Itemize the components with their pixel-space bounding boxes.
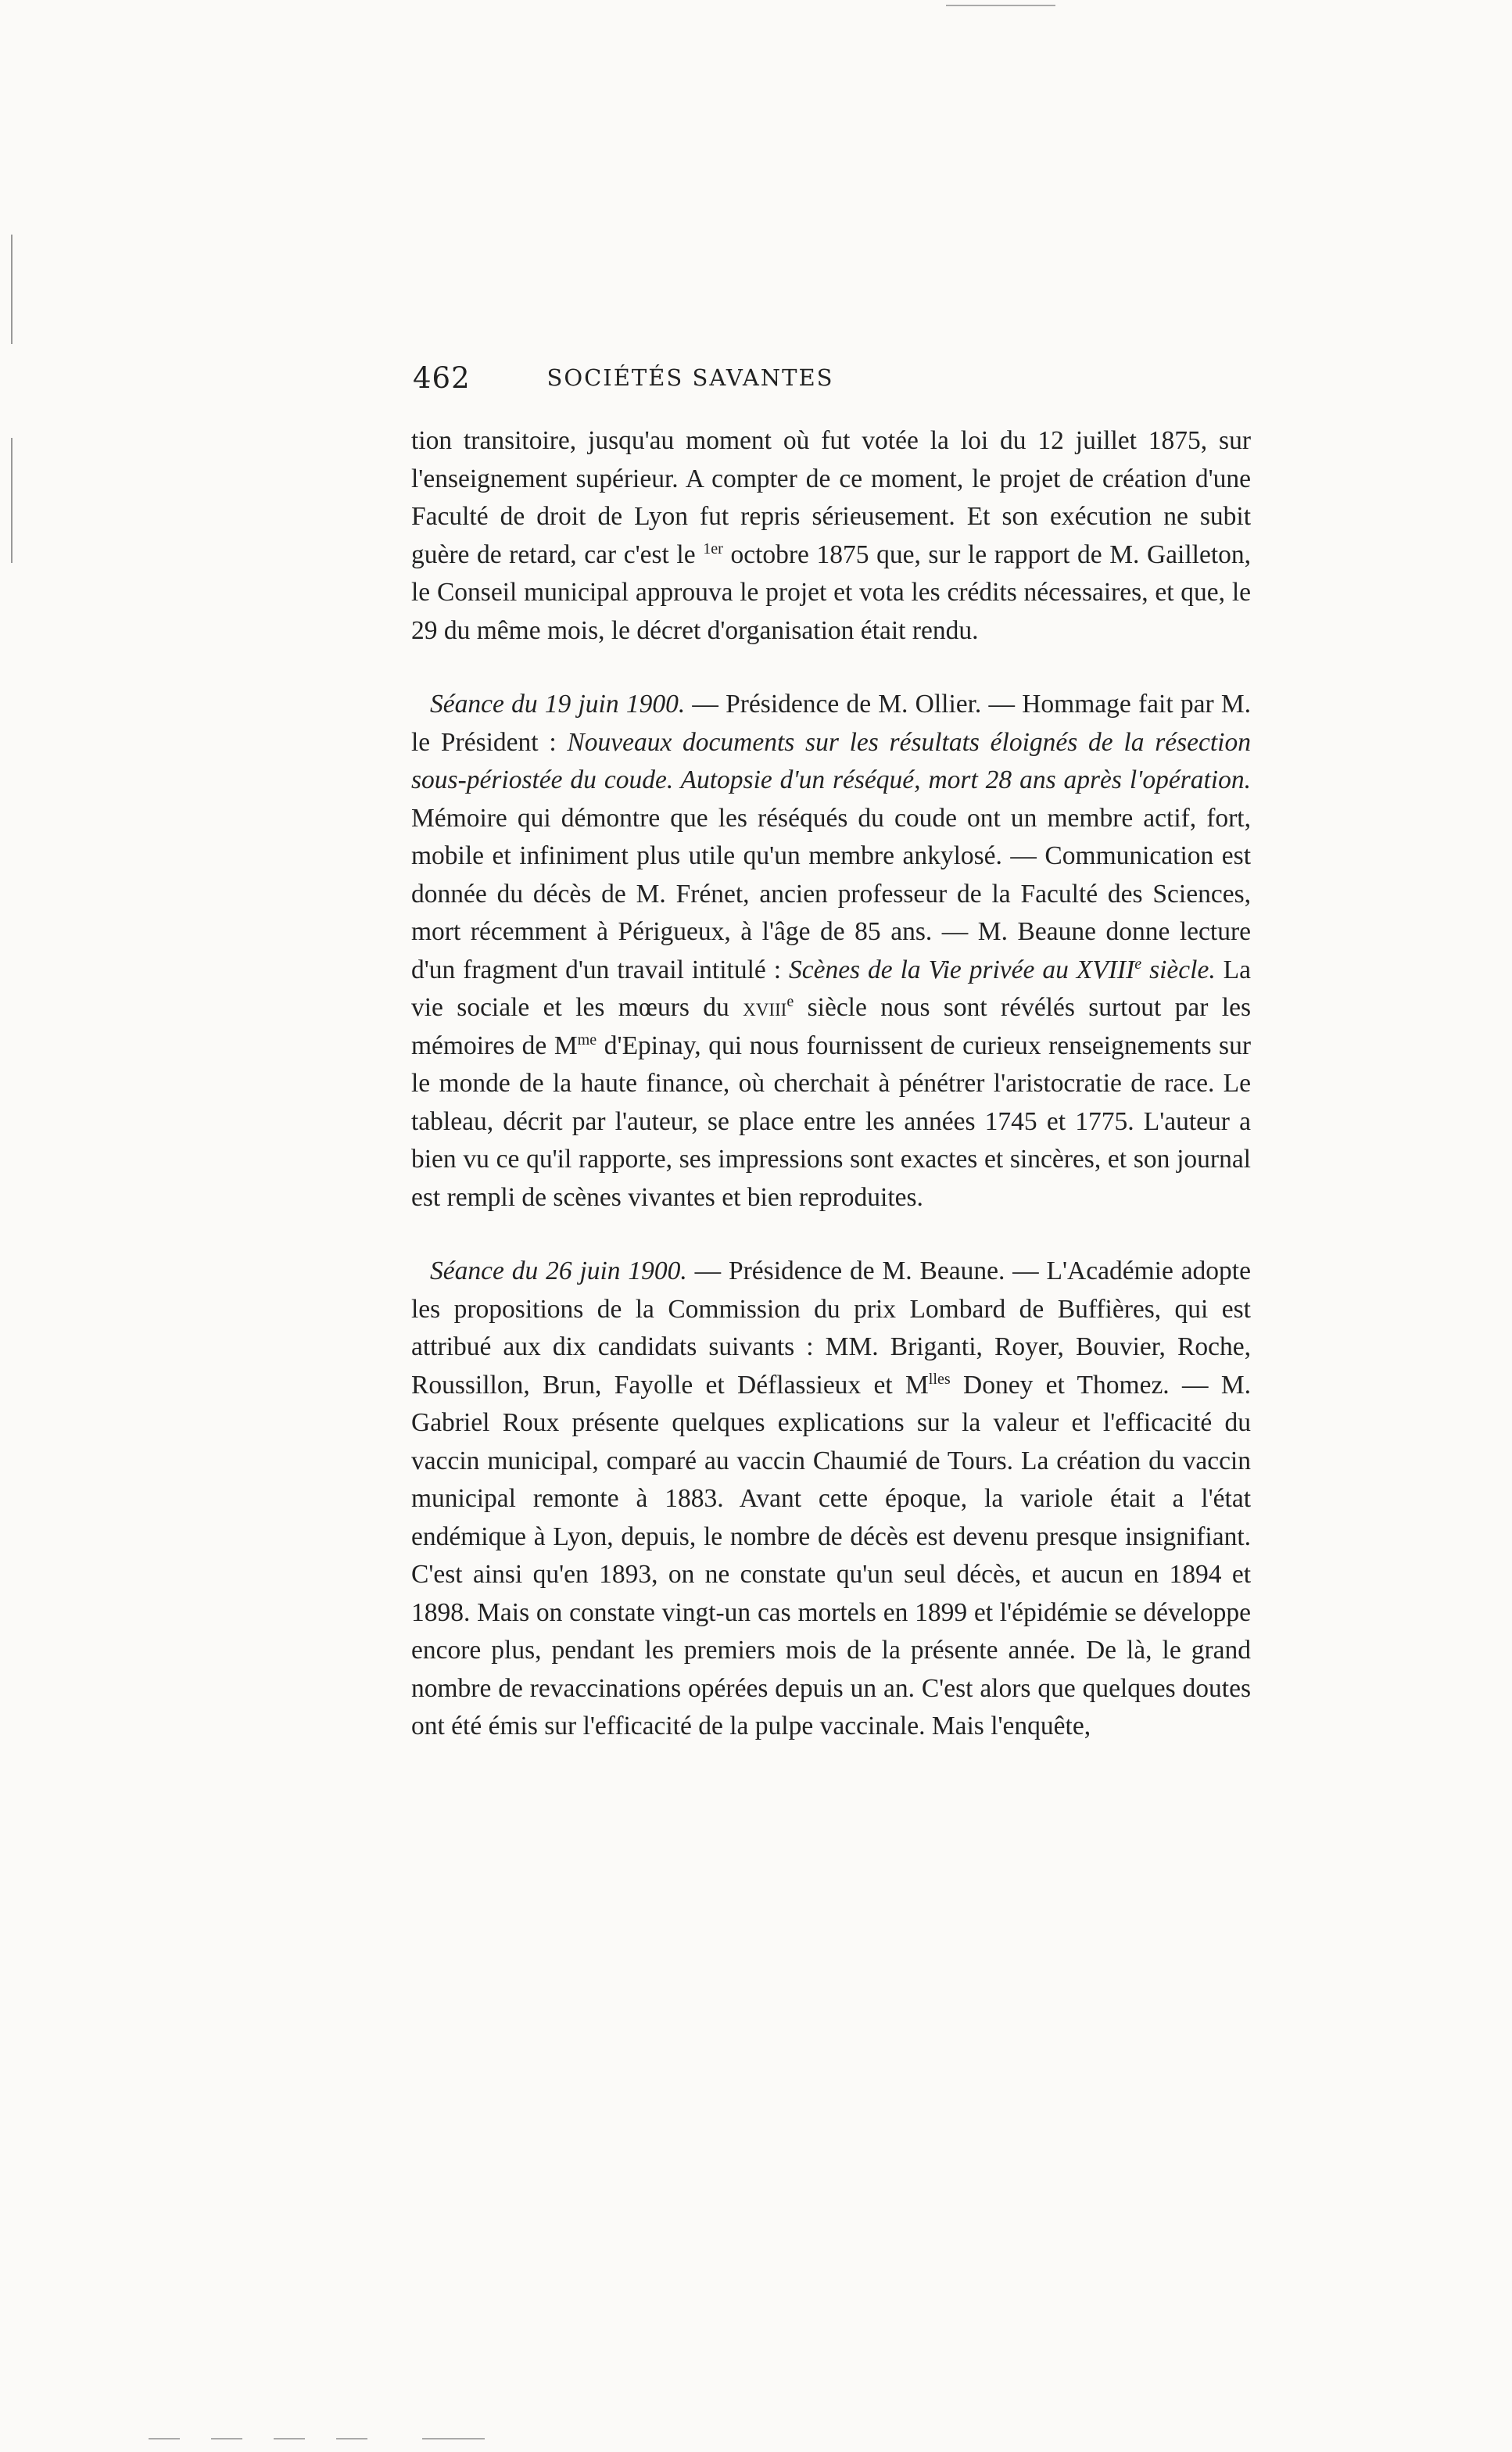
session-paragraph-26-june — [411, 1253, 1251, 1746]
superscript: lles — [928, 1370, 951, 1388]
scan-bottom-dash — [149, 2438, 180, 2439]
scan-edge-line — [11, 438, 13, 563]
continuation-text: tion transitoire, jusqu'au moment où fut votée la loi du 12 juillet 1875, sur l'enseignement supérieur. A compter de ce moment, le projet de création d'une Faculté de droit de Lyon fut repris sérieusement. Et son exécution ne subit guère de retard, car c'est le — [411, 426, 1251, 569]
session-paragraph-19-june — [411, 686, 1251, 1217]
session-date: Séance du 19 juin 1900. — [430, 690, 686, 719]
superscript: e — [786, 992, 794, 1010]
work-title: Scènes de la Vie privée au XVIIIe siècle. — [788, 955, 1216, 984]
page-header — [413, 361, 968, 400]
session-text: — Présidence de M. Ollier. — Hommage fait par M. le Président : — [411, 690, 1251, 757]
session-text: Doney et Thomez. — M. Gabriel Roux présente quelques explications sur la valeur et l'efficacité du vaccin municipal, comparé au vaccin Chaumié de Tours. La création du vaccin municipal remonte à 1883. Avant cette époque, la variole était a l'état endémique à Lyon, depuis, le nombre de décès est devenu presque insignifiant. C'est ainsi qu'en 1893, on ne constate qu'un seul décès, et aucun en 1894 et 1898. Mais on constate vingt-un cas mortels en 1899 et l'épidémie se développe encore plus, pendant les premiers mois de la présente année. De là, le grand nombre de revaccinations opérées depuis un an. C'est alors que quelques doutes ont été émis sur l'efficacité de la pulpe vaccinale. Mais l'enquête, — [411, 1370, 1251, 1740]
scan-top-dash — [946, 5, 1055, 6]
scan-bottom-dash — [274, 2438, 305, 2439]
scan-bottom-dash — [336, 2438, 367, 2439]
scan-edge-line — [11, 235, 13, 344]
work-title: Nouveaux documents sur les résultats éloignés de la résection sous-périostée du coude. Autopsie d'un réséqué, mort 28 ans après l'opération. — [411, 727, 1251, 794]
body-text — [411, 422, 1251, 1746]
running-title: SOCIÉTÉS SAVANTES — [546, 364, 834, 391]
session-date: Séance du 26 juin 1900. — [430, 1256, 687, 1285]
page-number: 462 — [413, 361, 471, 395]
session-text: siècle nous sont révélés surtout par les mémoires de M — [411, 993, 1251, 1060]
continuation-paragraph — [411, 422, 1251, 650]
superscript: me — [577, 1031, 597, 1049]
superscript: 1er — [703, 540, 723, 557]
scan-bottom-dash — [422, 2438, 485, 2439]
century-numeral: xviii — [743, 993, 787, 1022]
scan-bottom-dash — [211, 2438, 242, 2439]
session-text: La vie sociale et les mœurs du — [411, 955, 1251, 1022]
continuation-text: octobre 1875 que, sur le rapport de M. Gailleton, le Conseil municipal approuva le projet et vota les crédits nécessaires, et que, le 29 du même mois, le décret d'organisation était rendu. — [411, 540, 1252, 645]
session-text: — Présidence de M. Beaune. — L'Académie adopte les propositions de la Commission du prix Lombard de Buffières, qui est attribué aux dix candidats suivants : MM. Briganti, Royer, Bouvier, Roche, Roussillon, Brun, Fayolle et Déflassieux et M — [411, 1256, 1251, 1400]
session-text: d'Epinay, qui nous fournissent de curieux renseignements sur le monde de la haute finance, où cherchait à pénétrer l'aristocratie de race. Le tableau, décrit par l'auteur, se place entre les années 1745 et 1775. L'auteur a bien vu ce qu'il rapporte, ses impressions sont exactes et sincères, et son journal est rempli de scènes vivantes et bien reproduites. — [411, 1031, 1251, 1212]
session-text: Mémoire qui démontre que les réséqués du coude ont un membre actif, fort, mobile et infiniment plus utile qu'un membre ankylosé. — Communication est donnée du décès de M. Frénet, ancien professeur de la Faculté des Sciences, mort récemment à Périgueux, à l'âge de 85 ans. — M. Beaune donne lecture d'un fragment d'un travail intitulé : — [411, 803, 1251, 984]
